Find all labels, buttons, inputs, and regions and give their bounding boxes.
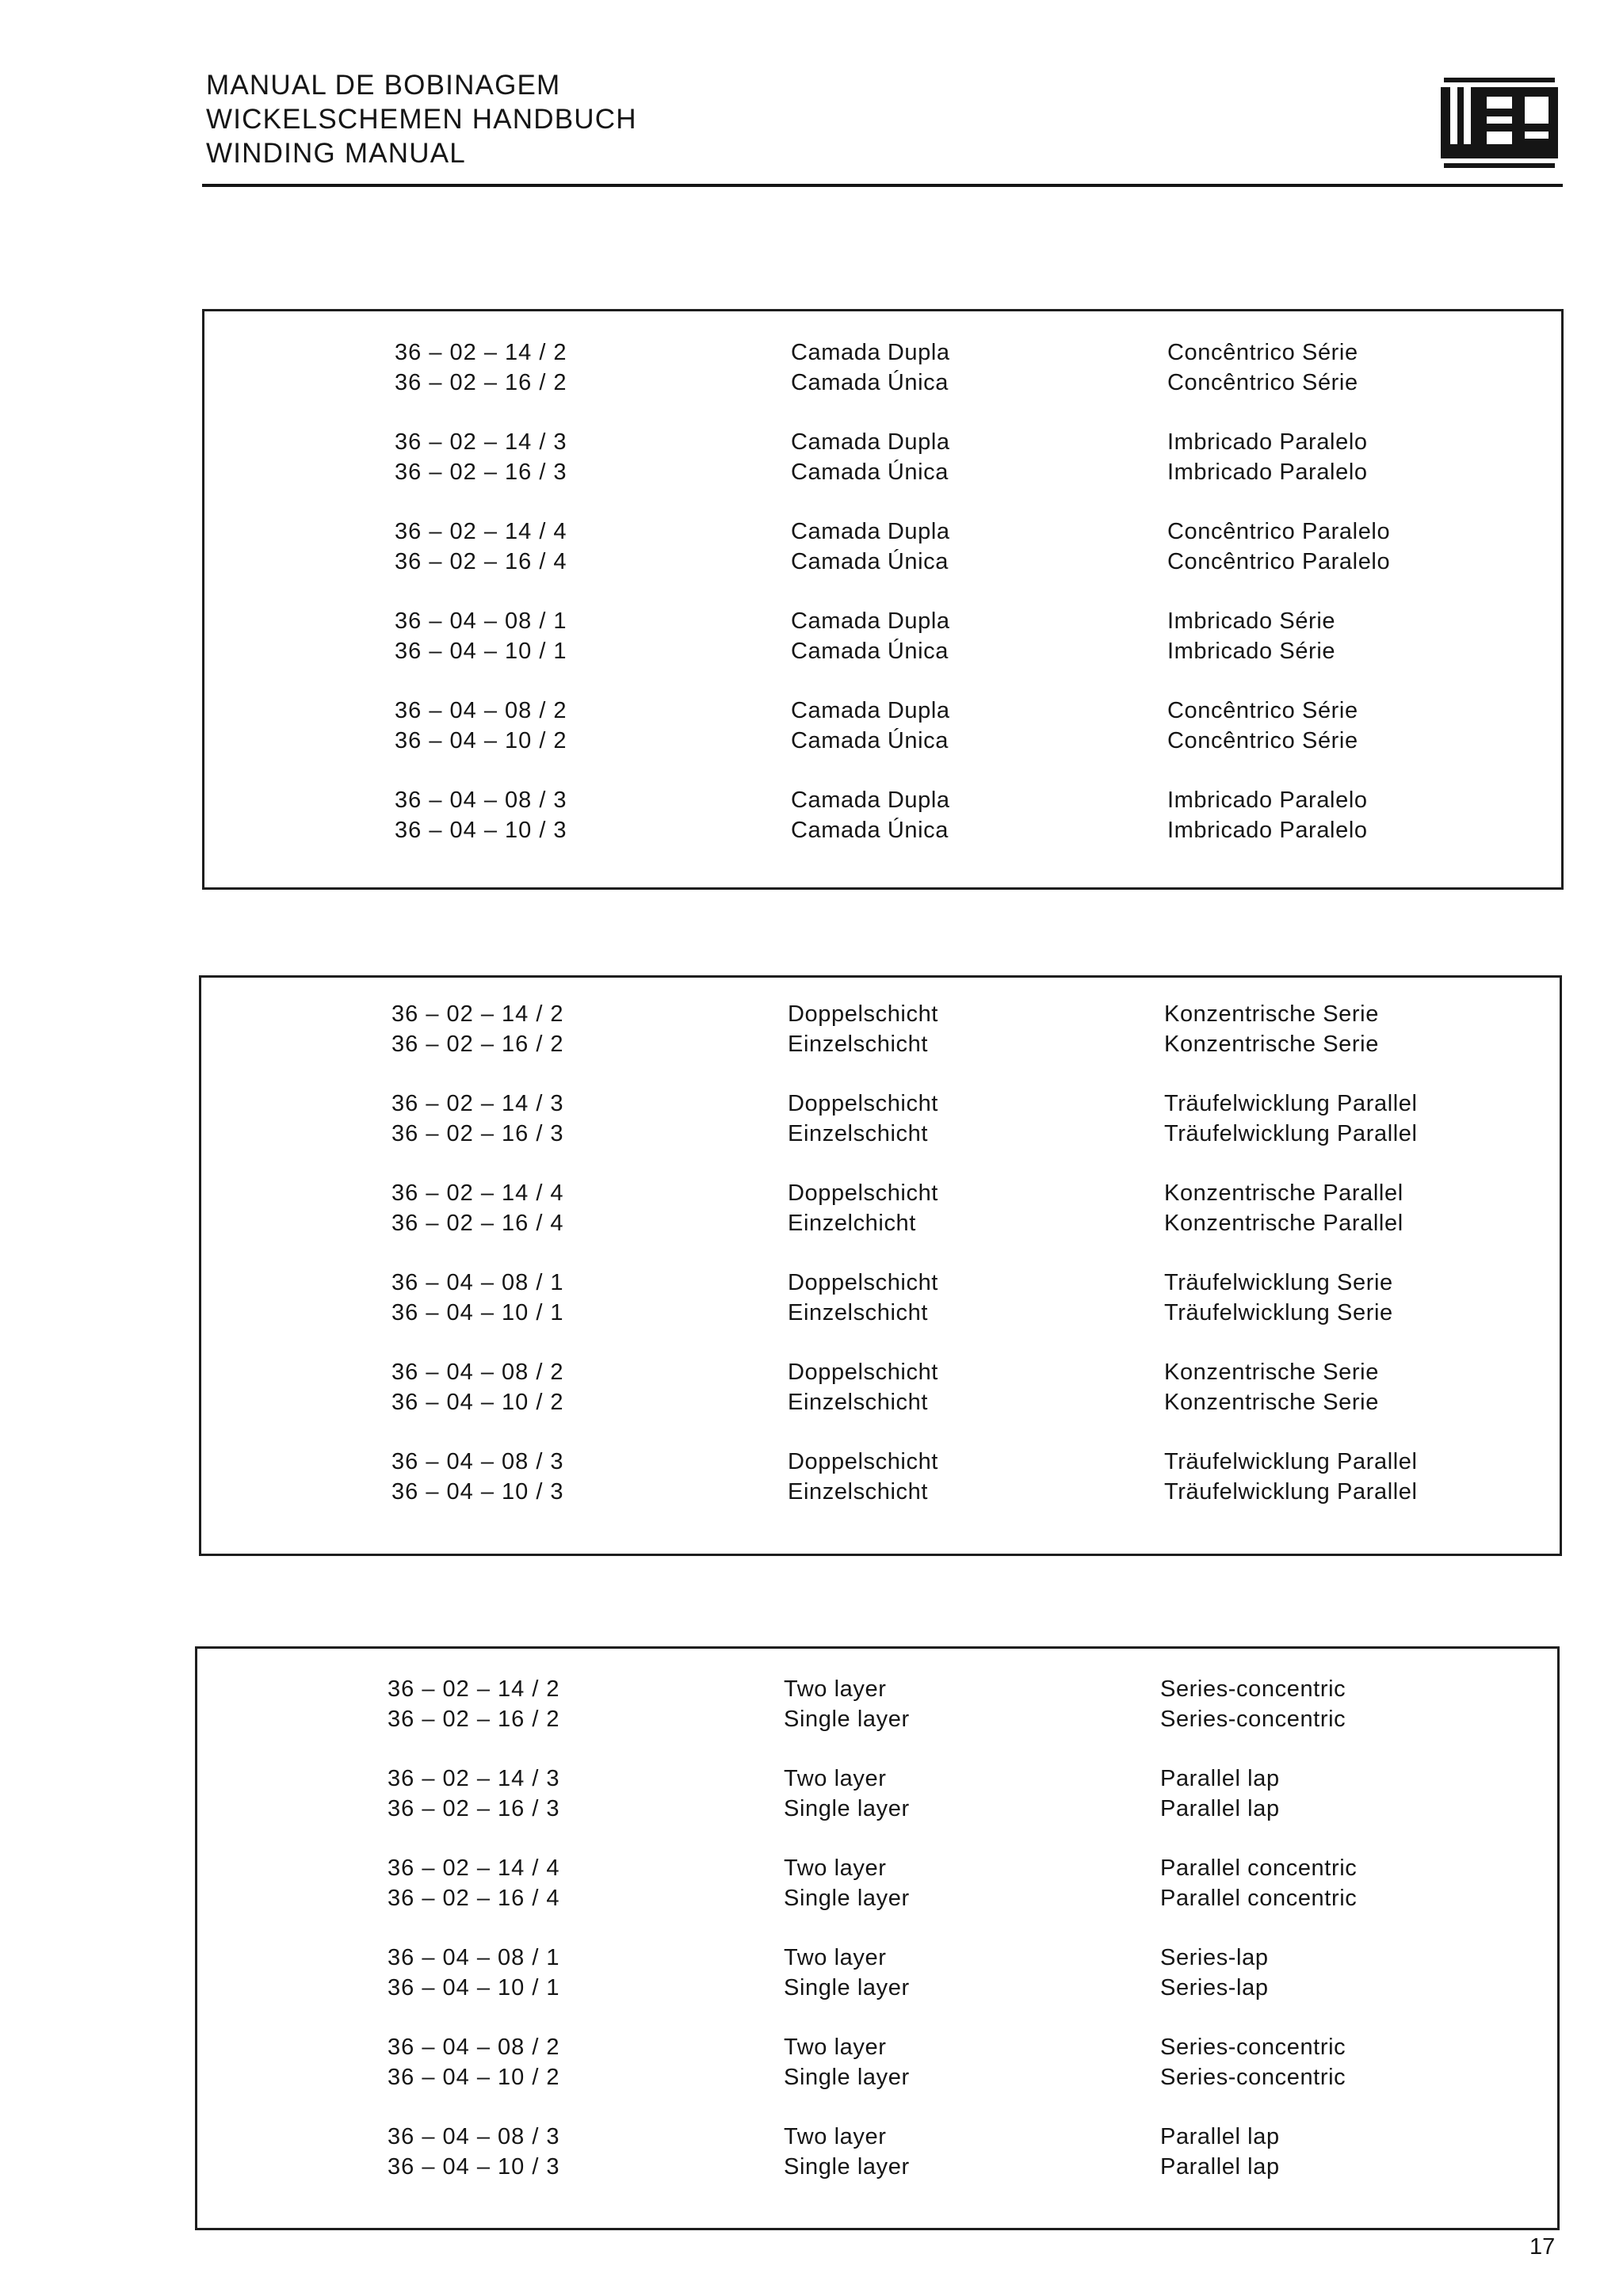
layer-type: Einzelschicht bbox=[788, 1300, 929, 1325]
layer-type: Two layer bbox=[784, 1855, 887, 1881]
layer-type: Doppelschicht bbox=[788, 1360, 938, 1385]
winding-code: 36 – 04 – 08 / 1 bbox=[388, 1945, 560, 1970]
winding-code: 36 – 02 – 14 / 3 bbox=[391, 1091, 564, 1116]
layer-type: Einzelschicht bbox=[788, 1121, 929, 1146]
winding-type: Träufelwicklung Parallel bbox=[1164, 1121, 1418, 1146]
list-item bbox=[201, 1268, 1560, 1331]
winding-code: 36 – 04 – 10 / 1 bbox=[395, 639, 567, 664]
winding-code: 36 – 02 – 14 / 4 bbox=[391, 1180, 564, 1206]
layer-type: Einzelschicht bbox=[788, 1390, 929, 1415]
winding-type: Series-concentric bbox=[1160, 1676, 1346, 1702]
list-item bbox=[204, 338, 1561, 401]
layer-type: Camada Dupla bbox=[791, 608, 950, 634]
title-english: WINDING MANUAL bbox=[206, 138, 466, 169]
winding-type: Concêntrico Série bbox=[1167, 698, 1358, 723]
layer-type: Camada Única bbox=[791, 370, 949, 395]
list-item bbox=[204, 606, 1561, 669]
layer-type: Doppelschicht bbox=[788, 1449, 938, 1474]
list-item bbox=[204, 785, 1561, 849]
list-item bbox=[204, 427, 1561, 490]
layer-type: Two layer bbox=[784, 1945, 887, 1970]
winding-code: 36 – 04 – 10 / 1 bbox=[388, 1975, 560, 2000]
layer-type: Einzelchicht bbox=[788, 1211, 916, 1236]
layer-type: Camada Dupla bbox=[791, 788, 950, 813]
winding-code: 36 – 02 – 16 / 4 bbox=[395, 549, 567, 574]
winding-type: Konzentrische Serie bbox=[1164, 1001, 1379, 1027]
winding-code: 36 – 04 – 10 / 2 bbox=[395, 728, 567, 753]
layer-type: Doppelschicht bbox=[788, 1001, 938, 1027]
winding-type: Concêntrico Série bbox=[1167, 370, 1358, 395]
winding-code: 36 – 04 – 08 / 3 bbox=[395, 788, 567, 813]
winding-type: Parallel lap bbox=[1160, 1796, 1280, 1821]
layer-type: Single layer bbox=[784, 1796, 910, 1821]
list-item bbox=[204, 696, 1561, 759]
winding-type: Parallel lap bbox=[1160, 2124, 1280, 2149]
winding-code: 36 – 02 – 16 / 3 bbox=[391, 1121, 564, 1146]
winding-type: Imbricado Paralelo bbox=[1167, 460, 1368, 485]
winding-type: Concêntrico Série bbox=[1167, 340, 1358, 365]
list-item bbox=[201, 1357, 1560, 1421]
list-item bbox=[204, 517, 1561, 580]
winding-code: 36 – 02 – 16 / 2 bbox=[388, 1707, 560, 1732]
winding-type: Imbricado Série bbox=[1167, 608, 1336, 634]
winding-code: 36 – 04 – 10 / 3 bbox=[391, 1479, 564, 1505]
winding-code: 36 – 02 – 14 / 3 bbox=[388, 1766, 560, 1791]
winding-type: Träufelwicklung Parallel bbox=[1164, 1449, 1418, 1474]
winding-type: Series-concentric bbox=[1160, 2065, 1346, 2090]
winding-type: Parallel concentric bbox=[1160, 1855, 1358, 1881]
layer-type: Camada Única bbox=[791, 728, 949, 753]
winding-code: 36 – 02 – 14 / 4 bbox=[395, 519, 567, 544]
document-header bbox=[206, 68, 637, 170]
winding-type: Parallel lap bbox=[1160, 2154, 1280, 2180]
winding-code: 36 – 04 – 08 / 1 bbox=[391, 1270, 564, 1295]
layer-type: Einzelschicht bbox=[788, 1032, 929, 1057]
layer-type: Two layer bbox=[784, 1766, 887, 1791]
winding-type: Series-concentric bbox=[1160, 1707, 1346, 1732]
winding-type: Konzentrische Serie bbox=[1164, 1390, 1379, 1415]
winding-code: 36 – 02 – 16 / 3 bbox=[388, 1796, 560, 1821]
winding-type: Konzentrische Parallel bbox=[1164, 1180, 1403, 1206]
winding-type: Konzentrische Serie bbox=[1164, 1032, 1379, 1057]
winding-code: 36 – 04 – 10 / 2 bbox=[391, 1390, 564, 1415]
winding-type: Imbricado Paralelo bbox=[1167, 818, 1368, 843]
winding-type: Concêntrico Paralelo bbox=[1167, 549, 1391, 574]
layer-type: Two layer bbox=[784, 2124, 887, 2149]
layer-type: Single layer bbox=[784, 2065, 910, 2090]
list-item bbox=[197, 1764, 1557, 1827]
winding-code: 36 – 02 – 16 / 3 bbox=[395, 460, 567, 485]
winding-code: 36 – 02 – 14 / 2 bbox=[388, 1676, 560, 1702]
winding-code: 36 – 02 – 14 / 4 bbox=[388, 1855, 560, 1881]
winding-type: Imbricado Série bbox=[1167, 639, 1336, 664]
list-item bbox=[197, 2122, 1557, 2185]
winding-code: 36 – 02 – 14 / 3 bbox=[395, 429, 567, 455]
list-item bbox=[197, 1943, 1557, 2006]
list-item bbox=[201, 999, 1560, 1062]
list-item bbox=[201, 1447, 1560, 1510]
layer-type: Doppelschicht bbox=[788, 1180, 938, 1206]
section-portuguese bbox=[202, 309, 1564, 890]
winding-code: 36 – 04 – 08 / 2 bbox=[388, 2035, 560, 2060]
layer-type: Camada Dupla bbox=[791, 519, 950, 544]
winding-code: 36 – 04 – 08 / 3 bbox=[388, 2124, 560, 2149]
winding-code: 36 – 04 – 10 / 2 bbox=[388, 2065, 560, 2090]
weg-logo bbox=[1441, 78, 1560, 171]
layer-type: Two layer bbox=[784, 1676, 887, 1702]
weg-logo-mark bbox=[1441, 78, 1560, 171]
layer-type: Camada Única bbox=[791, 818, 949, 843]
layer-type: Single layer bbox=[784, 1886, 910, 1911]
winding-code: 36 – 02 – 14 / 2 bbox=[391, 1001, 564, 1027]
list-item bbox=[201, 1089, 1560, 1152]
winding-type: Series-concentric bbox=[1160, 2035, 1346, 2060]
winding-type: Träufelwicklung Serie bbox=[1164, 1300, 1393, 1325]
winding-code: 36 – 02 – 16 / 2 bbox=[395, 370, 567, 395]
winding-code: 36 – 04 – 10 / 3 bbox=[388, 2154, 560, 2180]
header-rule bbox=[202, 184, 1563, 187]
list-item bbox=[201, 1178, 1560, 1241]
winding-code: 36 – 02 – 16 / 2 bbox=[391, 1032, 564, 1057]
layer-type: Single layer bbox=[784, 1707, 910, 1732]
winding-code: 36 – 02 – 16 / 4 bbox=[391, 1211, 564, 1236]
winding-type: Träufelwicklung Parallel bbox=[1164, 1091, 1418, 1116]
section-english bbox=[195, 1646, 1560, 2230]
title-german: WICKELSCHEMEN HANDBUCH bbox=[206, 104, 637, 135]
winding-type: Träufelwicklung Parallel bbox=[1164, 1479, 1418, 1505]
winding-type: Imbricado Paralelo bbox=[1167, 429, 1368, 455]
winding-type: Series-lap bbox=[1160, 1945, 1269, 1970]
layer-type: Camada Única bbox=[791, 460, 949, 485]
winding-type: Konzentrische Serie bbox=[1164, 1360, 1379, 1385]
layer-type: Camada Única bbox=[791, 639, 949, 664]
list-item bbox=[197, 1853, 1557, 1917]
winding-type: Concêntrico Série bbox=[1167, 728, 1358, 753]
layer-type: Single layer bbox=[784, 1975, 910, 2000]
layer-type: Doppelschicht bbox=[788, 1270, 938, 1295]
winding-code: 36 – 04 – 08 / 2 bbox=[395, 698, 567, 723]
layer-type: Camada Dupla bbox=[791, 429, 950, 455]
layer-type: Single layer bbox=[784, 2154, 910, 2180]
winding-type: Parallel lap bbox=[1160, 1766, 1280, 1791]
list-item bbox=[197, 1674, 1557, 1737]
winding-code: 36 – 02 – 16 / 4 bbox=[388, 1886, 560, 1911]
winding-type: Träufelwicklung Serie bbox=[1164, 1270, 1393, 1295]
winding-type: Series-lap bbox=[1160, 1975, 1269, 2000]
winding-code: 36 – 04 – 08 / 3 bbox=[391, 1449, 564, 1474]
list-item bbox=[197, 2032, 1557, 2096]
layer-type: Camada Única bbox=[791, 549, 949, 574]
winding-code: 36 – 04 – 08 / 2 bbox=[391, 1360, 564, 1385]
winding-type: Parallel concentric bbox=[1160, 1886, 1358, 1911]
layer-type: Camada Dupla bbox=[791, 340, 950, 365]
layer-type: Doppelschicht bbox=[788, 1091, 938, 1116]
section-german bbox=[199, 975, 1562, 1556]
winding-code: 36 – 04 – 10 / 3 bbox=[395, 818, 567, 843]
title-portuguese: MANUAL DE BOBINAGEM bbox=[206, 70, 561, 101]
winding-type: Konzentrische Parallel bbox=[1164, 1211, 1403, 1236]
winding-code: 36 – 04 – 08 / 1 bbox=[395, 608, 567, 634]
layer-type: Einzelschicht bbox=[788, 1479, 929, 1505]
winding-type: Imbricado Paralelo bbox=[1167, 788, 1368, 813]
layer-type: Camada Dupla bbox=[791, 698, 950, 723]
page-number: 17 bbox=[1529, 2234, 1556, 2260]
layer-type: Two layer bbox=[784, 2035, 887, 2060]
winding-code: 36 – 02 – 14 / 2 bbox=[395, 340, 567, 365]
winding-code: 36 – 04 – 10 / 1 bbox=[391, 1300, 564, 1325]
winding-type: Concêntrico Paralelo bbox=[1167, 519, 1391, 544]
